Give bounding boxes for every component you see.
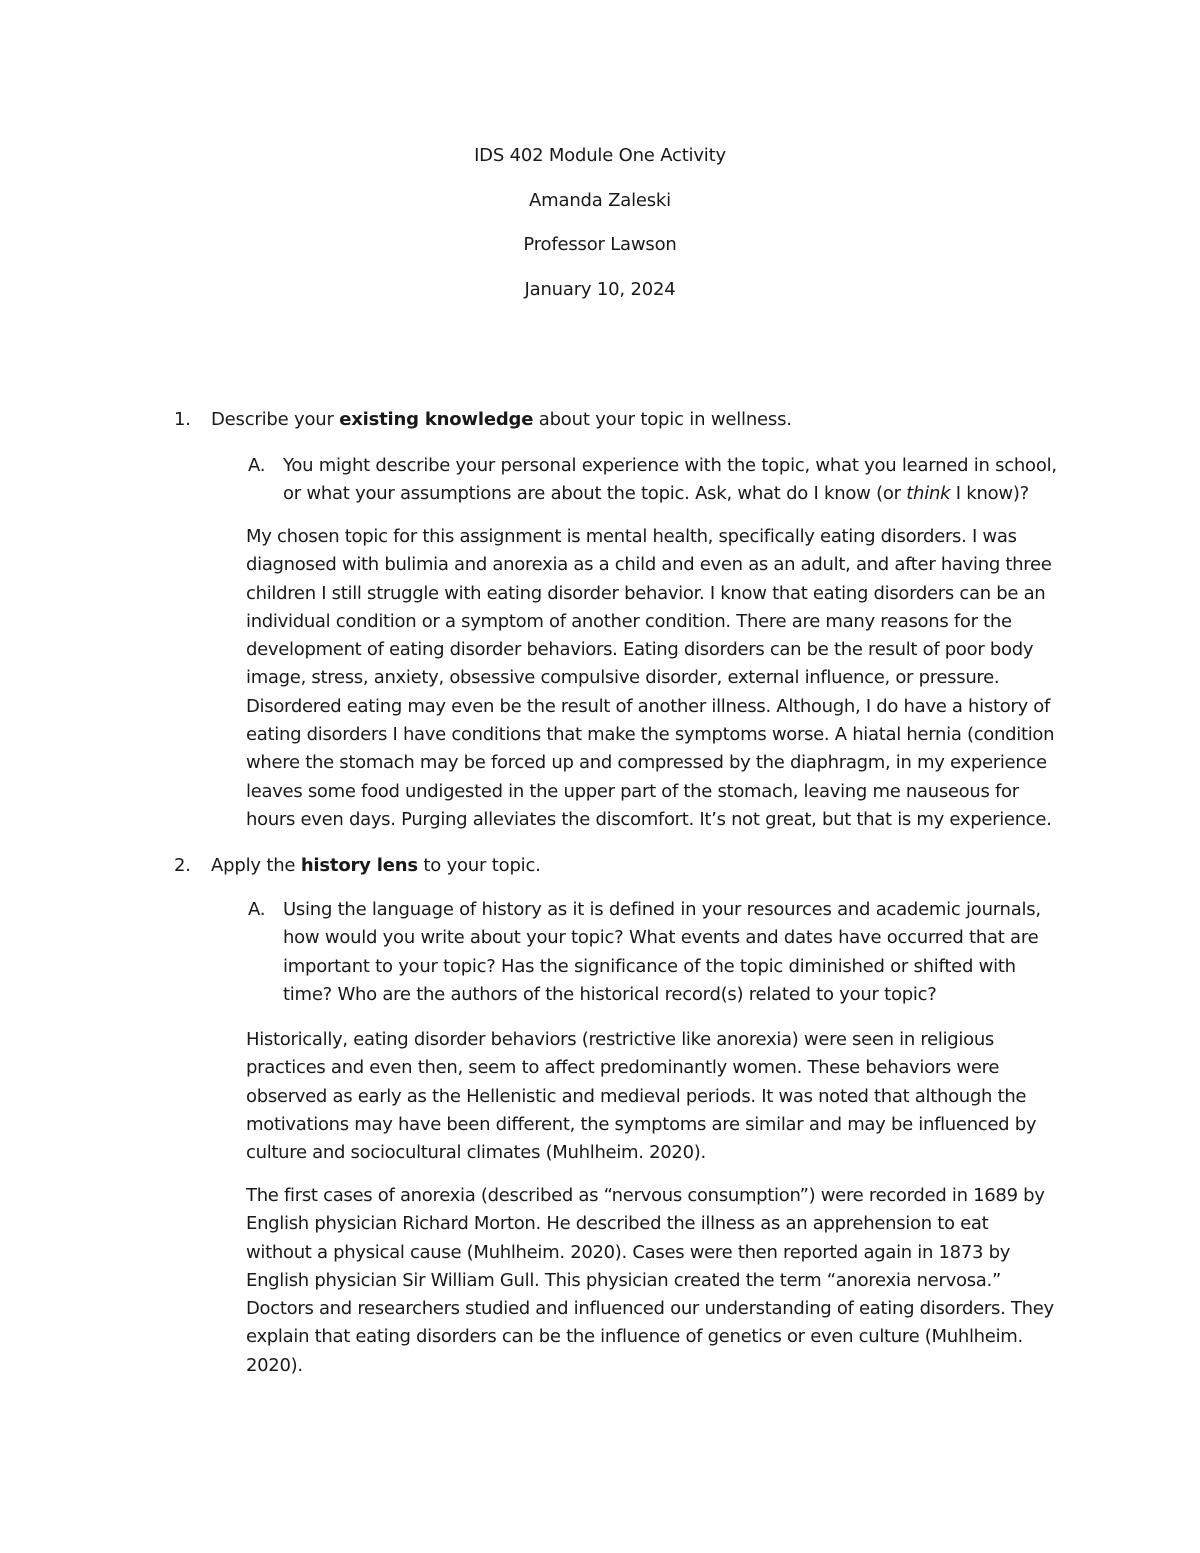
paragraph-line: 2020). [246,1354,303,1376]
paragraph-line: without a physical cause (Muhlheim. 2020). Cases were then reported again in 1873 by [246,1241,1011,1263]
question-text-pre: Describe your [211,409,340,430]
title-block [0,142,1200,320]
answer-2-paragraph-1 [246,1026,1086,1167]
question-number: 2. [174,855,191,876]
document-date: January 10, 2024 [524,278,676,300]
prompt-letter: A. [248,455,266,476]
paragraph-line: Historically, eating disorder behaviors (restrictive like anorexia) were seen in religious [246,1029,995,1050]
paragraph-line: Disordered eating may even be the result of another illness. Although, I do have a history of [246,695,1051,717]
paragraph-line: practices and even then, seem to affect predominantly women. These behaviors were [246,1057,1000,1079]
paragraph-line: Doctors and researchers studied and influenced our understanding of eating disorders. They [246,1298,1054,1320]
prompt-letter: A. [248,899,266,920]
paragraph-line: English physician Richard Morton. He described the illness as an apprehension to eat [246,1213,989,1235]
question-2 [174,852,541,880]
paragraph-line: eating disorders I have conditions that make the symptoms worse. A hiatal hernia (condition [246,724,1055,746]
paragraph-line: image, stress, anxiety, obsessive compulsive disorder, external influence, or pressure. [246,667,1000,689]
paragraph-line: leaves some food undigested in the upper part of the stomach, leaving me nauseous for [246,780,1019,802]
question-text-pre: Apply the [211,855,301,876]
prompt-line: Using the language of history as it is defined in your resources and academic journals, [283,899,1041,920]
course-title: IDS 402 Module One Activity [474,145,726,166]
paragraph-line: explain that eating disorders can be the influence of genetics or even culture (Muhlheim. [246,1326,1023,1348]
prompt-line: time? Who are the authors of the historical record(s) related to your topic? [283,983,937,1005]
prompt-line: or what your assumptions are about the topic. Ask, what do I know (or think I know)? [283,483,1029,505]
paragraph-line: culture and sociocultural climates (Muhlheim. 2020). [246,1142,706,1164]
paragraph-line: hours even days. Purging alleviates the discomfort. It’s not great, but that is my experience. [246,808,1052,830]
question-text-post: about your topic in wellness. [533,409,792,430]
paragraph-line: observed as early as the Hellenistic and medieval periods. It was noted that although the [246,1085,1027,1107]
paragraph-line: development of eating disorder behaviors. Eating disorders can be the result of poor body [246,639,1034,661]
paragraph-line: English physician Sir William Gull. This physician created the term “anorexia nervosa.” [246,1269,1001,1291]
paragraph-line: children I still struggle with eating disorder behavior. I know that eating disorders can be an [246,582,1046,604]
answer-2-paragraph-2 [246,1182,1086,1380]
question-2-prompt [248,896,1078,1009]
prompt-line: You might describe your personal experience with the topic, what you learned in school, [283,455,1057,476]
paragraph-line: diagnosed with bulimia and anorexia as a child and even as an adult, and after having three [246,554,1052,576]
question-1-prompt [248,452,1078,509]
paragraph-line: individual condition or a symptom of another condition. There are many reasons for the [246,610,1012,632]
paragraph-line: The first cases of anorexia (described as “nervous consumption”) were recorded in 1689 by [246,1185,1045,1206]
question-1 [174,406,792,434]
question-text-post: to your topic. [417,855,541,876]
question-number: 1. [174,409,191,430]
paragraph-line: where the stomach may be forced up and compressed by the diaphragm, in my experience [246,752,1047,774]
professor-name: Professor Lawson [523,234,677,255]
paragraph-line: motivations may have been different, the symptoms are similar and may be influenced by [246,1113,1037,1135]
question-keyword: existing knowledge [339,409,534,430]
paragraph-line: My chosen topic for this assignment is mental health, specifically eating disorders. I was [246,526,1017,547]
question-keyword: history lens [300,855,418,876]
prompt-line: how would you write about your topic? What events and dates have occurred that are [283,927,1039,949]
prompt-line: important to your topic? Has the significance of the topic diminished or shifted with [283,955,1016,977]
prompt-italic: think [906,483,951,505]
author-name: Amanda Zaleski [529,189,671,211]
answer-1-paragraph [246,523,1086,834]
